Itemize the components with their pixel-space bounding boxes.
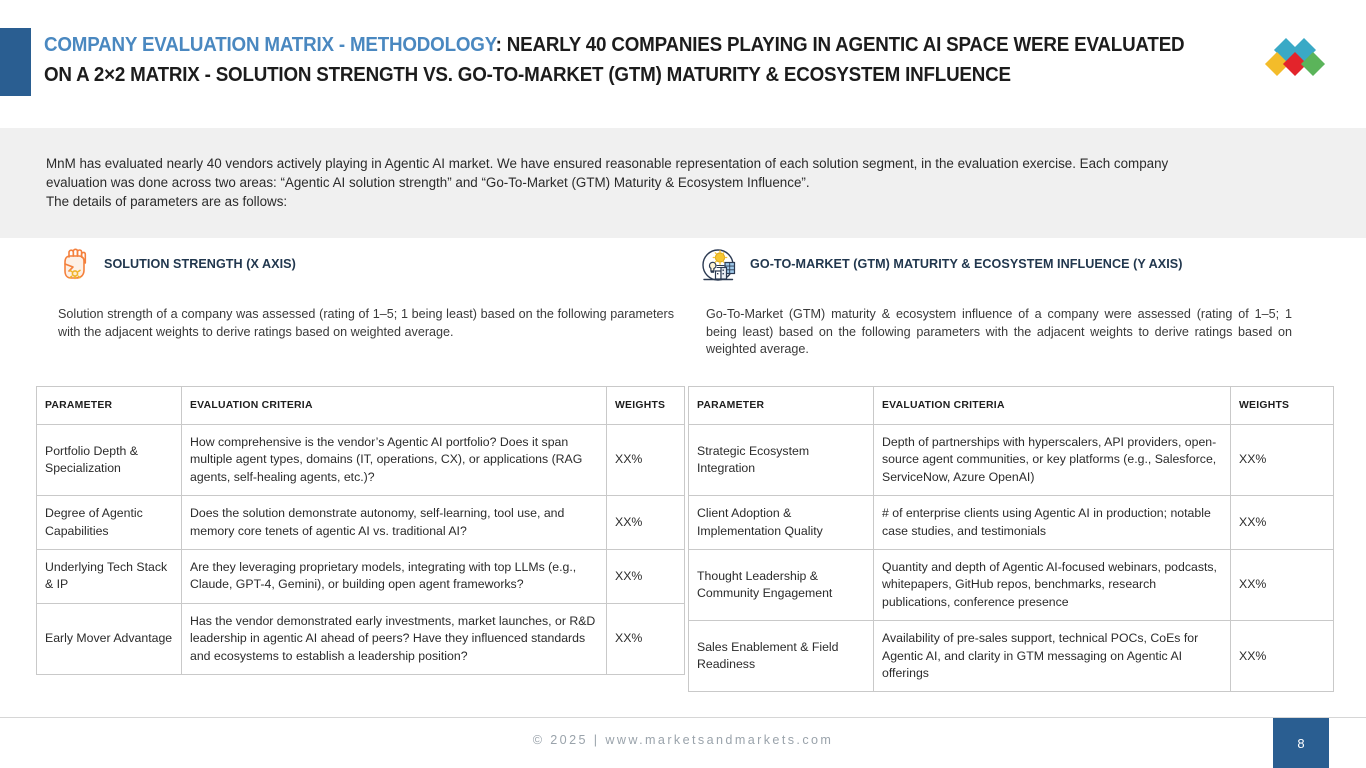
row-weight: XX% bbox=[607, 603, 685, 674]
page-title-line-1 bbox=[44, 30, 1185, 60]
page-title-rest: : NEARLY 40 COMPANIES PLAYING IN AGENTIC AI SPACE WERE EVALUATED bbox=[495, 34, 1185, 56]
footer-divider bbox=[0, 717, 1366, 718]
col-evaluation-criteria: EVALUATION CRITERIA bbox=[182, 387, 607, 425]
row-criteria: Depth of partnerships with hyperscalers, API providers, open-source agent communities, or key platforms (e.g., Salesforce, ServiceNow, Azure OpenAI) bbox=[874, 425, 1231, 496]
table-row bbox=[689, 550, 1334, 621]
footer-copyright: © 2025 | www.marketsandmarkets.com bbox=[532, 733, 834, 747]
table-row bbox=[37, 550, 685, 604]
solution-strength-table bbox=[36, 386, 685, 675]
table-header-row bbox=[689, 387, 1334, 425]
row-weight: XX% bbox=[1231, 425, 1334, 496]
row-criteria: Availability of pre-sales support, technical POCs, CoEs for Agentic AI, and clarity in GTM messaging on Agentic AI offerings bbox=[874, 621, 1231, 692]
gtm-maturity-title: GO-TO-MARKET (GTM) MATURITY & ECOSYSTEM INFLUENCE (Y AXIS) bbox=[750, 257, 1183, 271]
solution-strength-header bbox=[36, 246, 684, 288]
table-row bbox=[37, 425, 685, 496]
intro-line-1: MnM has evaluated nearly 40 vendors actively playing in Agentic AI market. We have ensured reasonable representation of each solution segment, in the evaluation exercise. Each company bbox=[46, 156, 1169, 171]
globe-market-icon bbox=[698, 246, 738, 286]
table-header-row bbox=[37, 387, 685, 425]
row-criteria: Has the vendor demonstrated early investments, market launches, or R&D leadership in agentic AI ahead of peers? Have they influenced standards and ecosystems to establish a leadership position? bbox=[182, 603, 607, 674]
marketsandmarkets-logo bbox=[1256, 36, 1332, 84]
row-criteria: # of enterprise clients using Agentic AI in production; notable case studies, and testimonials bbox=[874, 496, 1231, 550]
solution-strength-section bbox=[36, 246, 684, 341]
row-weight: XX% bbox=[607, 550, 685, 604]
slide-header bbox=[0, 0, 1366, 128]
gtm-maturity-table bbox=[688, 386, 1334, 692]
row-weight: XX% bbox=[1231, 496, 1334, 550]
gtm-maturity-header bbox=[688, 246, 1336, 288]
row-criteria: Does the solution demonstrate autonomy, self-learning, tool use, and memory core tenets of agentic AI vs. traditional AI? bbox=[182, 496, 607, 550]
page-number-badge: 8 bbox=[1273, 718, 1329, 768]
row-weight: XX% bbox=[1231, 550, 1334, 621]
solution-strength-title: SOLUTION STRENGTH (X AXIS) bbox=[104, 257, 296, 271]
intro-text bbox=[46, 154, 1302, 212]
row-criteria: How comprehensive is the vendor’s Agentic AI portfolio? Does it span multiple agent types, domains (IT, operations, CX), or applications (RAG agents, self-healing agents, etc.)? bbox=[182, 425, 607, 496]
col-parameter: PARAMETER bbox=[37, 387, 182, 425]
table-row bbox=[37, 496, 685, 550]
page-title-line-2: ON A 2×2 MATRIX - SOLUTION STRENGTH VS. GO-TO-MARKET (GTM) MATURITY & ECOSYSTEM INFLUENCE bbox=[44, 64, 1011, 86]
row-parameter: Portfolio Depth & Specialization bbox=[37, 425, 182, 496]
col-evaluation-criteria: EVALUATION CRITERIA bbox=[874, 387, 1231, 425]
col-weights: WEIGHTS bbox=[1231, 387, 1334, 425]
table-row bbox=[689, 621, 1334, 692]
gtm-maturity-description: Go-To-Market (GTM) maturity & ecosystem influence of a company were assessed (rating of 1–5; 1 being least) based on the following parameters with the adjacent weights to derive ratings based on weighted average. bbox=[706, 307, 1292, 357]
solution-strength-description: Solution strength of a company was assessed (rating of 1–5; 1 being least) based on the following parameters with the adjacent weights to derive ratings based on weighted average. bbox=[58, 307, 674, 339]
row-criteria: Are they leveraging proprietary models, integrating with top LLMs (e.g., Claude, GPT-4, Gemini), or building open agent frameworks? bbox=[182, 550, 607, 604]
row-parameter: Thought Leadership & Community Engagement bbox=[689, 550, 874, 621]
row-criteria: Quantity and depth of Agentic AI-focused webinars, podcasts, whitepapers, GitHub repos, benchmarks, research publications, conference presence bbox=[874, 550, 1231, 621]
row-parameter: Client Adoption & Implementation Quality bbox=[689, 496, 874, 550]
table-row bbox=[689, 425, 1334, 496]
intro-line-3: The details of parameters are as follows: bbox=[46, 194, 288, 210]
row-parameter: Strategic Ecosystem Integration bbox=[689, 425, 874, 496]
intro-line-2: evaluation was done across two areas: “Agentic AI solution strength” and “Go-To-Market (GTM) Maturity & Ecosystem Influence”. bbox=[46, 175, 810, 191]
row-parameter: Early Mover Advantage bbox=[37, 603, 182, 674]
col-parameter: PARAMETER bbox=[689, 387, 874, 425]
row-parameter: Underlying Tech Stack & IP bbox=[37, 550, 182, 604]
header-accent-bar bbox=[0, 28, 31, 96]
gtm-maturity-section bbox=[688, 246, 1336, 359]
col-weights: WEIGHTS bbox=[607, 387, 685, 425]
row-parameter: Degree of Agentic Capabilities bbox=[37, 496, 182, 550]
table-row bbox=[689, 496, 1334, 550]
row-weight: XX% bbox=[1231, 621, 1334, 692]
page-title-accent: COMPANY EVALUATION MATRIX - METHODOLOGY bbox=[44, 34, 496, 56]
page-title bbox=[44, 30, 1224, 90]
row-parameter: Sales Enablement & Field Readiness bbox=[689, 621, 874, 692]
row-weight: XX% bbox=[607, 496, 685, 550]
table-row bbox=[37, 603, 685, 674]
row-weight: XX% bbox=[607, 425, 685, 496]
fist-strength-icon bbox=[54, 246, 94, 286]
